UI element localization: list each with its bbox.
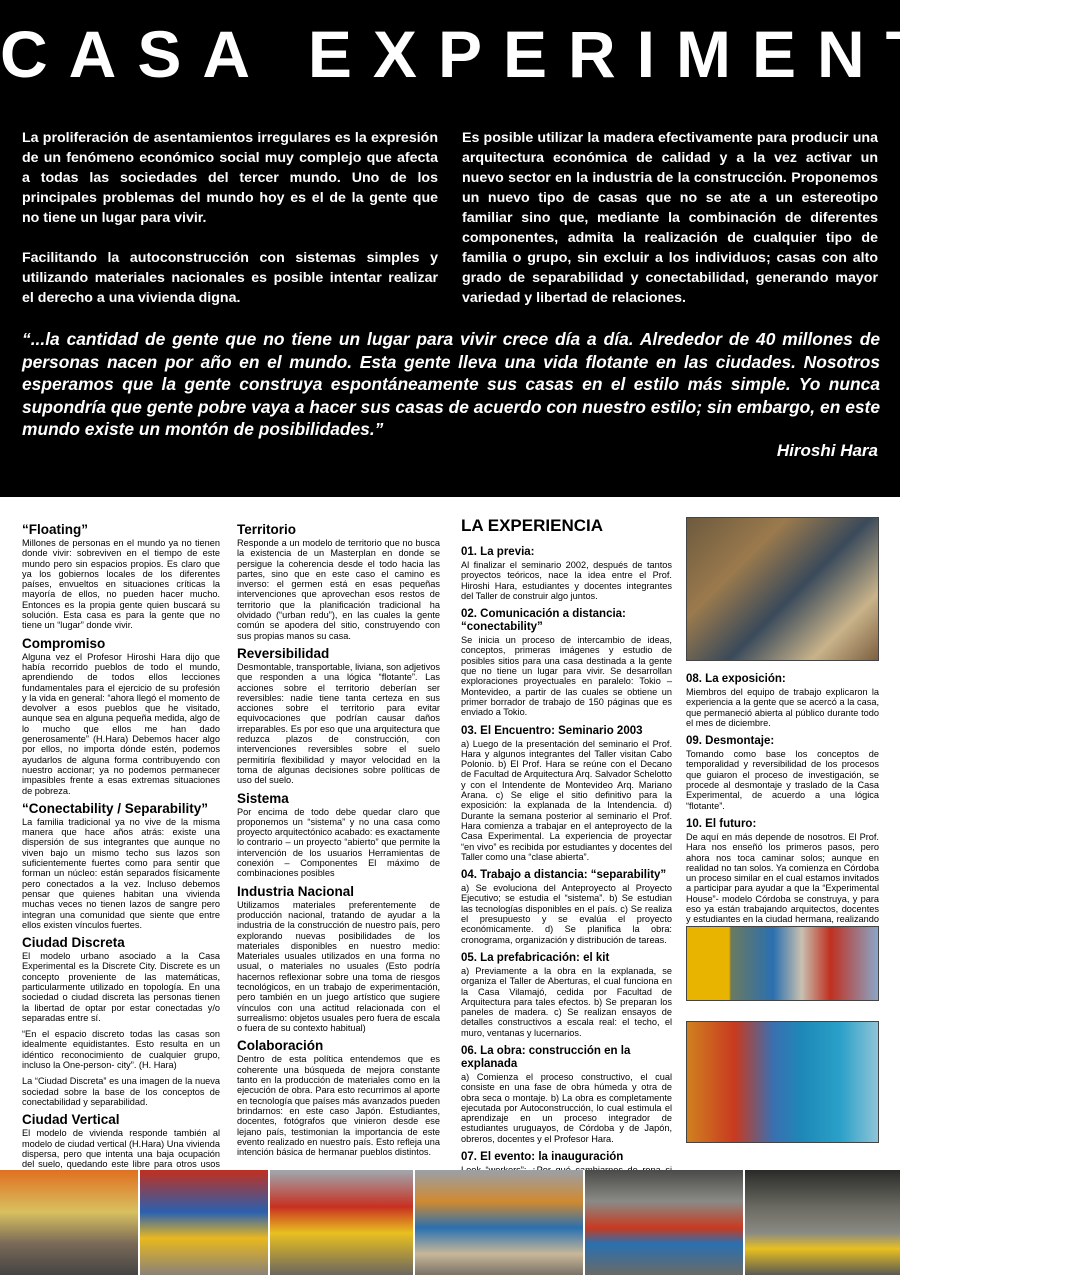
column-3 <box>461 516 672 1186</box>
intro-paragraph: La proliferación de asentamientos irregulares es la expresión de un fenómeno económico social muy complejo que afecta a todas las sociedades del tercer mundo. Uno de los principales problemas del mundo hoy es el de la gente que no tiene un lugar para vivir. <box>22 130 438 226</box>
intro-paragraph: Es posible utilizar la madera efectivamente para producir una arquitectura económica de calidad y a la vez activar un nuevo sector en la industria de la construcción. Proponemos un nuevo tipo de casas que no se ate a un estereotipo familiar sino que, mediante la combinación de diferentes componentes, admita la realización de cualquier tipo de familia o grupo, sin excluir a los individuos; casas con alto grado de separabilidad y conectabilidad, generando mayor variedad y libertad de relaciones. <box>462 130 878 306</box>
section-text: Utilizamos materiales preferentemente de producción nacional, tratando de ayudar a la industria de la construcción de nuestro país, pero explorando nuevas posibilidades de los materiales disponibles en nuestro medio: Materiales usuales utilizados en una forma no usual, o materiales no usuales (Esto podría hacernos reflexionar sobre una toma de riesgos tecnológicos, en un trabajo de experimentación, pero también en un juego artístico que sugiere vínculos con una actitud relacionada con el surrealismo: objetos usuales pero fuera de escala o fuera de su contexto habitual) <box>237 899 440 1034</box>
section-title: Ciudad Discreta <box>22 935 125 951</box>
strip-photo <box>415 1170 585 1275</box>
house-photo <box>686 1021 879 1143</box>
photo-strip <box>0 1170 900 1275</box>
step-text: Tomando como base los conceptos de temporalidad y reversibilidad de los procesos que guiaron el proceso de investigación, se procede al desmontaje y traslado de la Casa Experimental, de acuerdo a una lógica “flotante”. <box>686 749 879 811</box>
step-text: Miembros del equipo de trabajo explicaron la experiencia a la gente que se acercó a la casa, que permaneció abierta al público durante todo el mes de diciembre. <box>686 687 879 728</box>
step-text: a) Previamente a la obra en la explanada, se organiza el Taller de Aberturas, el cual funciona en la Casa Vilamajó, cedida por Facultad de Arquitectura para tales efectos. b) Se preparan los paneles de madera. c) Se realizan ensayos de detalles constructivos a escala real: el techo, el muro, ventanas y lucernarios. <box>461 965 672 1038</box>
step-text: a) Se evoluciona del Anteproyecto al Proyecto Ejecutivo; se estudia el “sistema”. b) Se estudian las tecnologías disponibles en el país. c) Se realiza el presupuesto y se evalúa el proyecto económicamente. d) Se planifica la obra: cronograma, organización y distribución de tareas. <box>461 883 672 945</box>
section-title: Colaboración <box>237 1038 324 1054</box>
intro-right <box>462 128 878 328</box>
step-title: 07. El evento: la inauguración <box>461 1151 624 1164</box>
section-text: Millones de personas en el mundo ya no tienen donde vivir: sobreviven en el tiempo de este mundo pero sin espacios propios. Es claro que ya los gobiernos locales de los diferentes países, envueltos en situaciones críticas la mayoría de ellos, no pueden hacer mucho. Entonces es la propia gente quien buscará su solución. Esta casa es para la gente que no tiene un “lugar” donde vivir. <box>22 538 220 631</box>
strip-photo <box>0 1170 140 1275</box>
construction-photo <box>686 517 879 661</box>
intro-left <box>22 128 438 328</box>
quote: “...la cantidad de gente que no tiene un lugar para vivir crece día a día. Alrededor de 40 millones de personas nacen por año en el mundo. Esta gente lleva una vida flotante en las ciudades. Nosotros esperamos que la gente construya espontáneamente sus casas en el estilo más simple. Yo nunca supondría que gente pobre vaya a hacer sus casas de acuerdo con nuestro estilo; sin embargo, en este mundo existe un montón de posibilidades.” <box>22 329 880 439</box>
section-text: Dentro de esta política entendemos que es coherente una búsqueda de mejora constante tanto en la producción de materiales como en la ejecución de obra. Para esto recurrimos al aporte en tecnología que países más avanzados pueden brindarnos: en este caso Japón. Estudiantes, docentes, fotógrafos que vinieron desde ese lejano país, testimonian la importancia de este evento realizado en nuestro país. Esto refleja una intención básica de hermanar pueblos distintos. <box>237 1054 440 1158</box>
section-title: Compromiso <box>22 635 106 651</box>
step-title: 04. Trabajo a distancia: “separability” <box>461 869 667 882</box>
section-title: Industria Nacional <box>237 883 355 899</box>
strip-photo <box>140 1170 270 1275</box>
step-text: a) Luego de la presentación del seminario el Prof. Hara y algunos integrantes del Taller visitan Cabo Polonio. b) El Prof. Hara se reúne con el Decano de Facultad de Arquitectura Arq. Salvador Schelotto y con el Intendente de Montevideo Arq. Mariano Arana. c) Se elige el sitio definitivo para la exposición: la explanada de la Intendencia. d) Durante la semana posterior al seminario el Prof. Hara comienza a trabajar en el anteproyecto de la Casa Experimental. La experiencia de proyectar “en vivo” es recibida por estudiantes y docentes del Taller como una “clase abierta”. <box>461 738 672 862</box>
exhibition-photo <box>686 926 879 1001</box>
step-title: 09. Desmontaje: <box>686 735 775 748</box>
section-title: “Floating” <box>22 522 88 537</box>
step-text: a) Comienza el proceso constructivo, el cual consiste en una fase de obra húmeda y otra de obra seca o montaje. b) La obra es completamente ejecutada por Autoconstrucción, lo cual estimula el aprendizaje en un proceso integrador de estudiantes uruguayos, de Córdoba y de Japón, obreros, docentes y el Profesor Hara. <box>461 1071 672 1144</box>
page-title: CASA EXPERIMENTAL <box>0 17 1072 91</box>
section-text: Desmontable, transportable, liviana, son adjetivos que responden a una lógica “flotante”. Las acciones sobre el territorio deberían ser reversibles: nadie tiene tanta certeza en sus acciones sobre el territorio para evitar equivocaciones que podrían causar daños irreparables. Es por eso que una arquitectura que reduzca plazos de construcción, con intervenciones reversibles sobre el suelo permitiría flexibilidad y mayor velocidad en la toma de algunas decisiones sobre políticas de uso del suelo. <box>237 661 440 786</box>
step-title: 10. El futuro: <box>686 817 757 830</box>
strip-photo <box>745 1170 900 1275</box>
section-title: Territorio <box>237 522 297 537</box>
step-text: Al finalizar el seminario 2002, después de tantos proyectos teóricos, nace la idea entre el Prof. Hiroshi Hara, estudiantes y docentes integrantes del Taller de construir algo juntos. <box>461 560 672 601</box>
section-title: Reversibilidad <box>237 645 330 661</box>
header-section <box>0 0 1072 497</box>
section-text: Alguna vez el Profesor Hiroshi Hara dijo que había recorrido pueblos de todo el mundo, aprendiendo de todos ellos lecciones fundamentales para el ejercicio de su profesión y la vida en general: “ahora llegó el momento de devolver a esos pueblos que he visitado, aunque sea en alguna pequeña medida, algo de lo mucho que ellos me han dado generosamente” (H.Hara) Debemos hacer algo por ellos, no importa dónde estén, podemos ayudarlos de alguna forma contribuyendo con nuestro accionar; ya no podemos permanecer impasibles frente a esas extremas situaciones de pobreza. <box>22 651 220 796</box>
section-title: Ciudad Vertical <box>22 1112 120 1128</box>
quote-author: Hiroshi Hara <box>776 441 878 460</box>
strip-photo <box>270 1170 415 1275</box>
step-title: 01. La previa: <box>461 546 535 558</box>
column-2 <box>237 522 440 1157</box>
step-title: 03. El Encuentro: Seminario 2003 <box>461 724 643 737</box>
section-text: Por encima de todo debe quedar claro que proponemos un “sistema” y no una casa como proyecto arquitectónico acabado: es exactamente lo contrario – un proyecto “abierto” que permite la intervención de los usuarios Herramientas de conexión – Componentes El máximo de combinaciones posibles <box>237 806 440 879</box>
step-title: 06. La obra: construcción en la explanada <box>461 1044 631 1070</box>
section-heading: LA EXPERIENCIA <box>461 516 604 535</box>
section-text: El modelo urbano asociado a la Casa Experimental es la Discrete City. Discrete es un concepto proveniente de las matemáticas, particularmente utilizado en topología. En una sociedad o ciudad discreta las personas tienen la libertad de optar por estar conectadas y/o separadas entre sí. <box>22 951 220 1023</box>
column-4 <box>686 666 879 945</box>
step-text: Se inicia un proceso de intercambio de ideas, conceptos, primeras imágenes y estudio de posibles sitios para una casa destinada a la gente que no tiene un lugar para vivir. Se desarrollan exploraciones proyectuales en paralelo: Tokio – Montevideo, a partir de las cuales se obtiene un primer borrador de trabajo de 150 páginas que es enviado a Tokio. <box>461 635 672 718</box>
strip-photo <box>585 1170 745 1275</box>
section-text: “En el espacio discreto todas las casas son idealmente equidistantes. Esto resulta en un idéntico reconocimiento de cualquier grupo, incluso la One-person- city”. (H. Hara) <box>22 1029 220 1071</box>
section-text: La “Ciudad Discreta” es una imagen de la nueva sociedad sobre la base de los conceptos de conectabilidad y separabilidad. <box>22 1076 220 1107</box>
section-title: “Conectability / Separability” <box>22 800 209 816</box>
step-title: 08. La exposición: <box>686 673 786 685</box>
section-text: Responde a un modelo de territorio que no busca la existencia de un Masterplan en donde se persigue la coherencia desde el todo hacia las partes, sino que en este caso el camino es inverso: el germen está en esas pequeñas intervenciones que aprovechan esos restos de territorio que la planificación tradicional ha olvidado (“urban redu”), en las cuales la gente común se apodera del sitio, construyendo con sus propias manos su casa. <box>237 538 440 641</box>
section-text: La familia tradicional ya no vive de la misma manera que hace años atrás: existe una dispersión de sus integrantes que aunque no viven bajo un mismo techo sus lazos son suficientemente fuertes como para sentir que forman un núcleo: están separados físicamente pero conectados a la vez. Incluso debemos pensar que quienes habitan una vivienda muchas veces no tienen lazos de sangre pero integran una comunidad que siente que entre ellos existen vínculos fuertes. <box>22 816 220 930</box>
section-text: El modelo de vivienda responde también al modelo de ciudad vertical (H.Hara) Una vivienda dispersa, pero que intenta una baja ocupación del suelo, quedando este libre para otros usos <box>22 1128 220 1170</box>
step-title: 02. Comunicación a distancia: “conectability” <box>461 608 626 634</box>
column-1 <box>22 522 220 1242</box>
step-title: 05. La prefabricación: el kit <box>461 951 610 964</box>
step-text: De aquí en más depende de nosotros. El Prof. Hara nos enseñó los primeros pasos, pero ahora nos toca caminar solos; aunque en realidad no tan solos. Ya comienza en Córdoba un proceso similar en el cual estamos invitados a participar para ayudar a que la “Experimental House”- modelo Córdoba se construya, y para eso ya están trabajando arquitectos, docentes y estudiantes en la ciudad hermana, realizando <box>686 831 879 925</box>
intro-paragraph: Facilitando la autoconstrucción con sistemas simples y utilizando materiales nacionales es posible intentar realizar el derecho a una vivienda digna. <box>22 250 438 306</box>
section-title: Sistema <box>237 790 289 806</box>
